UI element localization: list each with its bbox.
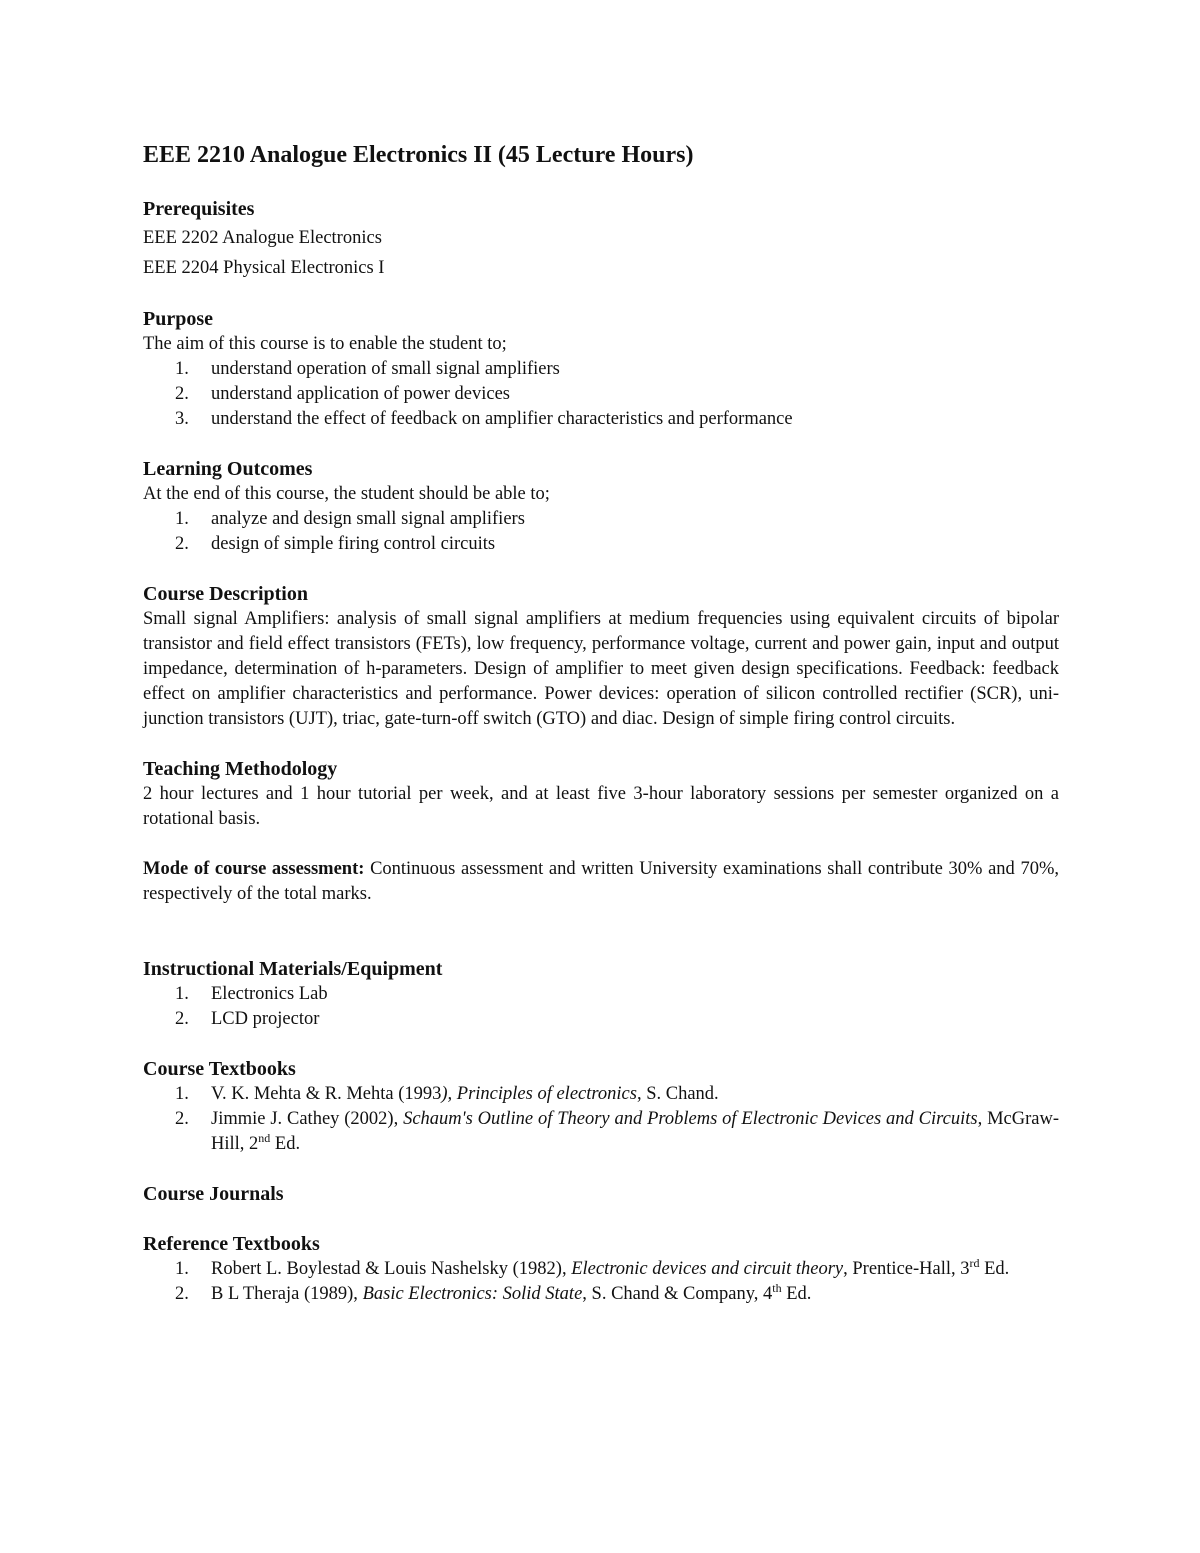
list-item-text: analyze and design small signal amplifiers <box>211 509 525 529</box>
teaching-methodology-section <box>143 757 1059 832</box>
edition-superscript: rd <box>969 1255 980 1270</box>
instructional-materials-list <box>143 982 1059 1032</box>
book-authors: B L Theraja (1989), <box>211 1284 363 1304</box>
list-item: 2. Jimmie J. Cathey (2002), Schaum's Outline of Theory and Problems of Electronic Devices and Circuits, McGraw-Hill, 2nd Ed. <box>175 1109 1059 1154</box>
course-textbooks-heading: Course Textbooks <box>143 1058 296 1080</box>
teaching-methodology-heading: Teaching Methodology <box>143 758 338 780</box>
list-item-text: understand application of power devices <box>211 384 510 404</box>
list-item-text: understand operation of small signal amplifiers <box>211 359 560 379</box>
book-edition: Ed. <box>979 1259 1010 1279</box>
list-item: 2. understand application of power devices <box>175 384 510 404</box>
list-item: 1. analyze and design small signal amplifiers <box>175 509 525 529</box>
prerequisite-item: EEE 2202 Analogue Electronics <box>143 228 382 248</box>
course-description-text: Small signal Amplifiers: analysis of small signal amplifiers at medium frequencies using equivalent circuits of bipolar transistor and field effect transistors (FETs), low frequency, performance voltage, current and power gain, input and output impedance, determination of h-parameters. Design of amplifier to meet given design specifications. Feedback: feedback effect on amplifier characteristics and performance. Power devices: operation of silicon controlled rectifier (SCR), uni-junction transistors (UJT), triac, gate-turn-off switch (GTO) and diac. Design of simple firing control circuits. <box>143 609 1059 729</box>
prerequisites-section <box>143 197 1059 282</box>
assessment-label: Mode of course assessment: <box>143 859 365 879</box>
list-item-text: understand the effect of feedback on amplifier characteristics and performance <box>211 409 793 429</box>
learning-outcomes-heading: Learning Outcomes <box>143 458 313 480</box>
book-publisher: , Prentice-Hall, 3 <box>843 1259 970 1279</box>
list-item: 2. design of simple firing control circuits <box>175 534 496 554</box>
reference-textbooks-heading: Reference Textbooks <box>143 1233 320 1255</box>
book-title: Schaum's Outline of Theory and Problems of Electronic Devices and Circuits <box>403 1109 978 1129</box>
edition-superscript: nd <box>258 1130 271 1145</box>
list-item: 2. B L Theraja (1989), Basic Electronics: Solid State, S. Chand & Company, 4th Ed. <box>175 1280 812 1304</box>
teaching-methodology-text: 2 hour lectures and 1 hour tutorial per week, and at least five 3-hour laboratory sessions per semester organized on a rotational basis. <box>143 784 1059 829</box>
list-item-text: LCD projector <box>211 1009 320 1029</box>
learning-outcomes-section <box>143 457 1059 557</box>
learning-outcomes-intro: At the end of this course, the student should be able to; <box>143 484 550 504</box>
assessment-text: Continuous assessment and written University examinations shall contribute 30% and 70%, respectively of the total marks. <box>143 859 1059 904</box>
list-item: 3. understand the effect of feedback on amplifier characteristics and performance <box>175 409 793 429</box>
book-title: ), Principles of electronics <box>441 1084 637 1104</box>
page-title: EEE 2210 Analogue Electronics II (45 Lecture Hours) <box>143 142 694 168</box>
list-item: 2. LCD projector <box>175 1009 320 1029</box>
course-description-heading: Course Description <box>143 583 308 605</box>
reference-textbooks-section <box>143 1232 1059 1307</box>
list-item-text: design of simple firing control circuits <box>211 534 496 554</box>
book-publisher: , S. Chand. <box>636 1084 719 1104</box>
edition-superscript: th <box>772 1280 782 1295</box>
purpose-list <box>143 357 1059 432</box>
course-journals-heading: Course Journals <box>143 1183 284 1205</box>
list-item: 1. Electronics Lab <box>175 984 328 1004</box>
learning-outcomes-list <box>143 507 1059 557</box>
reference-textbooks-list <box>143 1257 1059 1307</box>
list-item: 1. understand operation of small signal amplifiers <box>175 359 560 379</box>
purpose-intro: The aim of this course is to enable the student to; <box>143 334 507 354</box>
list-item: 1. V. K. Mehta & R. Mehta (1993), Principles of electronics, S. Chand. <box>175 1084 719 1104</box>
purpose-heading: Purpose <box>143 308 213 330</box>
course-description-section <box>143 582 1059 732</box>
prerequisites-heading: Prerequisites <box>143 198 255 220</box>
book-title: Basic Electronics: Solid State <box>362 1284 583 1304</box>
course-journals-section <box>143 1182 1059 1207</box>
prerequisite-item: EEE 2204 Physical Electronics I <box>143 258 385 278</box>
assessment-paragraph <box>143 857 1059 907</box>
list-item-text: Electronics Lab <box>211 984 328 1004</box>
book-authors: Robert L. Boylestad & Louis Nashelsky (1982), <box>211 1259 572 1279</box>
list-item: 1. Robert L. Boylestad & Louis Nashelsky (1982), Electronic devices and circuit theory, Prentice-Hall, 3rd Ed. <box>175 1255 1010 1279</box>
book-edition: Ed. <box>270 1134 301 1154</box>
instructional-materials-section <box>143 957 1059 1032</box>
purpose-section <box>143 307 1059 432</box>
syllabus-page <box>143 140 1059 1307</box>
instructional-materials-heading: Instructional Materials/Equipment <box>143 958 443 980</box>
book-title: Electronic devices and circuit theory <box>571 1259 844 1279</box>
book-publisher: , McGraw-Hill, 2 <box>211 1109 1059 1154</box>
book-publisher: , S. Chand & Company, 4 <box>582 1284 773 1304</box>
course-textbooks-list <box>143 1082 1059 1157</box>
book-edition: Ed. <box>781 1284 812 1304</box>
book-authors: V. K. Mehta & R. Mehta (1993 <box>211 1084 442 1104</box>
book-authors: Jimmie J. Cathey (2002), <box>211 1109 404 1129</box>
course-textbooks-section <box>143 1057 1059 1157</box>
